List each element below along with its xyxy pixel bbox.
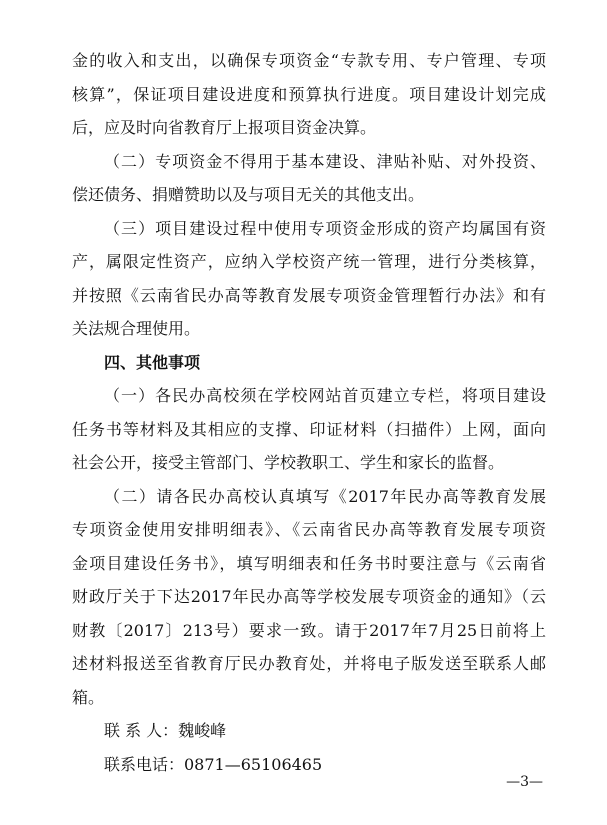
text-line: 关法规合理使用。 [72,319,201,338]
text-line: 财教〔2017〕213号）要求一致。请于2017年7月25日前将上 [72,620,546,640]
text-line: 财政厅关于下达2017年民办高等学校发展专项资金的通知》（云 [72,587,546,606]
text-line: 并按照《云南省民办高等教育发展专项资金管理暂行办法》和有 [72,285,546,305]
text-line: 箱。 [72,687,105,707]
page-number: —3— [506,774,543,790]
text-line: 后，应及时向省教育厅上报项目资金决算。 [72,118,377,137]
section-heading: 四、其他事项 [104,352,201,372]
text-line: （二）专项资金不得用于基本建设、津贴补贴、对外投资、 [104,151,546,171]
paragraph-other-1 [72,379,546,480]
text-line: 专项资金使用安排明细表》、《云南省民办高等教育发展专项资 [72,520,546,539]
text-line: （一）各民办高校须在学校网站首页建立专栏，将项目建设 [104,386,546,405]
text-line: 产，属限定性资产，应纳入学校资产统一管理，进行分类核算， [72,252,546,271]
paragraph-item-3 [72,212,546,346]
paragraph-continuation [72,44,546,145]
text-line: （二）请各民办高校认真填写《2017年民办高等教育发展 [104,486,546,506]
paragraph-item-2 [72,145,546,212]
text-line: （三）项目建设过程中使用专项资金形成的资产均属国有资 [104,218,546,238]
text-line: 社会公开，接受主管部门、学校教职工、学生和家长的监督。 [72,453,505,472]
paragraph-other-2 [72,480,546,715]
text-line: 偿还债务、捐赠赞助以及与项目无关的其他支出。 [72,185,425,204]
contact-phone: 联系电话：0871—65106465 [104,754,323,774]
text-line: 核算”，保证项目建设进度和预算执行进度。项目建设计划完成 [72,84,546,104]
text-line: 述材料报送至省教育厅民办教育处，并将电子版发送至联系人邮 [72,654,546,673]
contact-person: 联 系 人：魏峻峰 [104,721,227,740]
text-line: 任务书等材料及其相应的支撑、印证材料（扫描件）上网，面向 [72,419,546,439]
text-line: 金项目建设任务书》，填写明细表和任务书时要注意与《云南省 [72,553,546,573]
document-body [72,44,546,781]
text-line: 金的收入和支出，以确保专项资金“专款专用、专户管理、专项 [72,51,546,70]
